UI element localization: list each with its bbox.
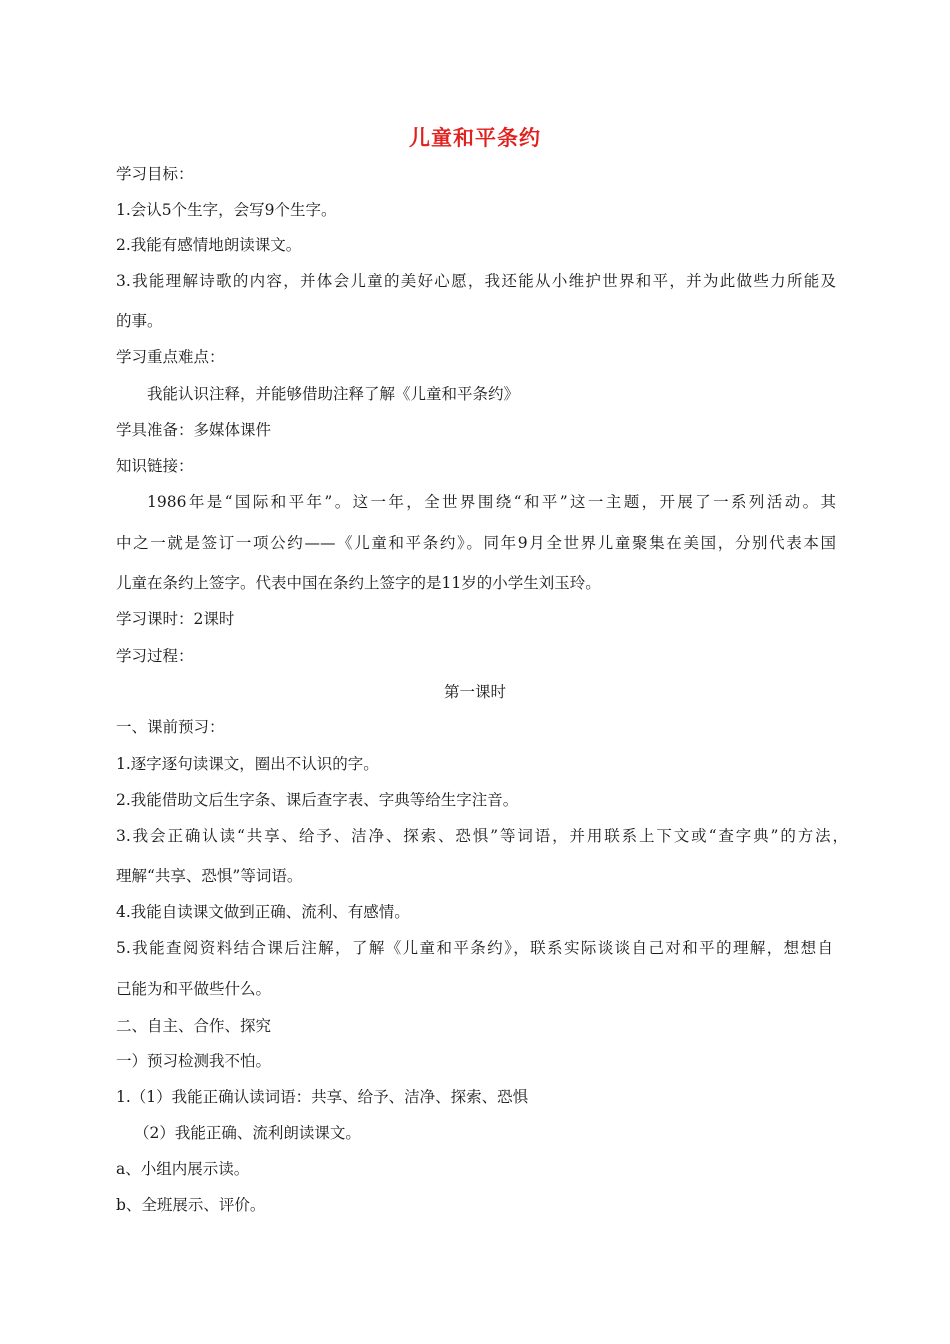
- goal-3-line-2: 的事。: [116, 312, 163, 330]
- goal-1: 1.会认5个生字，会写9个生字。: [116, 201, 337, 219]
- check-item-a: a、小组内展示读。: [116, 1160, 250, 1178]
- preview-item-5-line-1: 5.我能查阅资料结合课后注解，了解《儿童和平条约》，联系实际谈谈自己对和平的理解，想想自: [116, 939, 833, 957]
- goals-heading: 学习目标：: [116, 165, 194, 183]
- preview-item-2: 2.我能借助文后生字条、课后查字表、字典等给生字注音。: [116, 791, 519, 809]
- knowledge-link-line-2: 中之一就是签订一项公约——《儿童和平条约》。同年9月全世界儿童聚集在美国，分别代表本国: [116, 534, 836, 552]
- subsection-1-heading: 一）预习检测我不怕。: [116, 1052, 272, 1070]
- key-points-text: 我能认识注释，并能够借助注释了解《儿童和平条约》: [147, 385, 520, 403]
- section-2-heading: 二、自主、合作、探究: [116, 1017, 272, 1035]
- knowledge-link-line-3: 儿童在条约上签字。代表中国在条约上签字的是11岁的小学生刘玉玲。: [116, 574, 601, 592]
- preview-item-1: 1.逐字逐句读课文，圈出不认识的字。: [116, 755, 379, 773]
- check-item-b: b、全班展示、评价。: [116, 1196, 266, 1214]
- study-hours: 学习课时：2课时: [116, 610, 235, 628]
- knowledge-link-line-1: 1986年是“国际和平年”。这一年，全世界围绕“和平”这一主题，开展了一系列活动。其: [147, 493, 836, 511]
- page-title: 儿童和平条约: [409, 126, 541, 150]
- preview-item-3-line-2: 理解“共享、恐惧”等词语。: [116, 867, 303, 885]
- preview-item-3-line-1: 3.我会正确认读“共享、给予、洁净、探索、恐惧”等词语，并用联系上下文或“查字典”的方法，: [116, 827, 848, 845]
- lesson-one-heading: 第一课时: [443, 683, 506, 701]
- knowledge-link-heading: 知识链接：: [116, 457, 194, 475]
- preview-item-4: 4.我能自读课文做到正确、流利、有感情。: [116, 903, 410, 921]
- goal-2: 2.我能有感情地朗读课文。: [116, 236, 302, 254]
- preview-item-5-line-2: 己能为和平做些什么。: [116, 980, 272, 998]
- tools-line: 学具准备：多媒体课件: [116, 421, 272, 439]
- goal-3-line-1: 3.我能理解诗歌的内容，并体会儿童的美好心愿，我还能从小维护世界和平，并为此做些力所能及: [116, 272, 836, 290]
- process-heading: 学习过程：: [116, 647, 194, 665]
- key-points-heading: 学习重点难点：: [116, 348, 225, 366]
- check-item-1: 1.（1）我能正确认读词语：共享、给予、洁净、探索、恐惧: [116, 1088, 529, 1106]
- section-1-heading: 一、课前预习：: [116, 718, 225, 736]
- check-item-2: （2）我能正确、流利朗读课文。: [134, 1124, 361, 1142]
